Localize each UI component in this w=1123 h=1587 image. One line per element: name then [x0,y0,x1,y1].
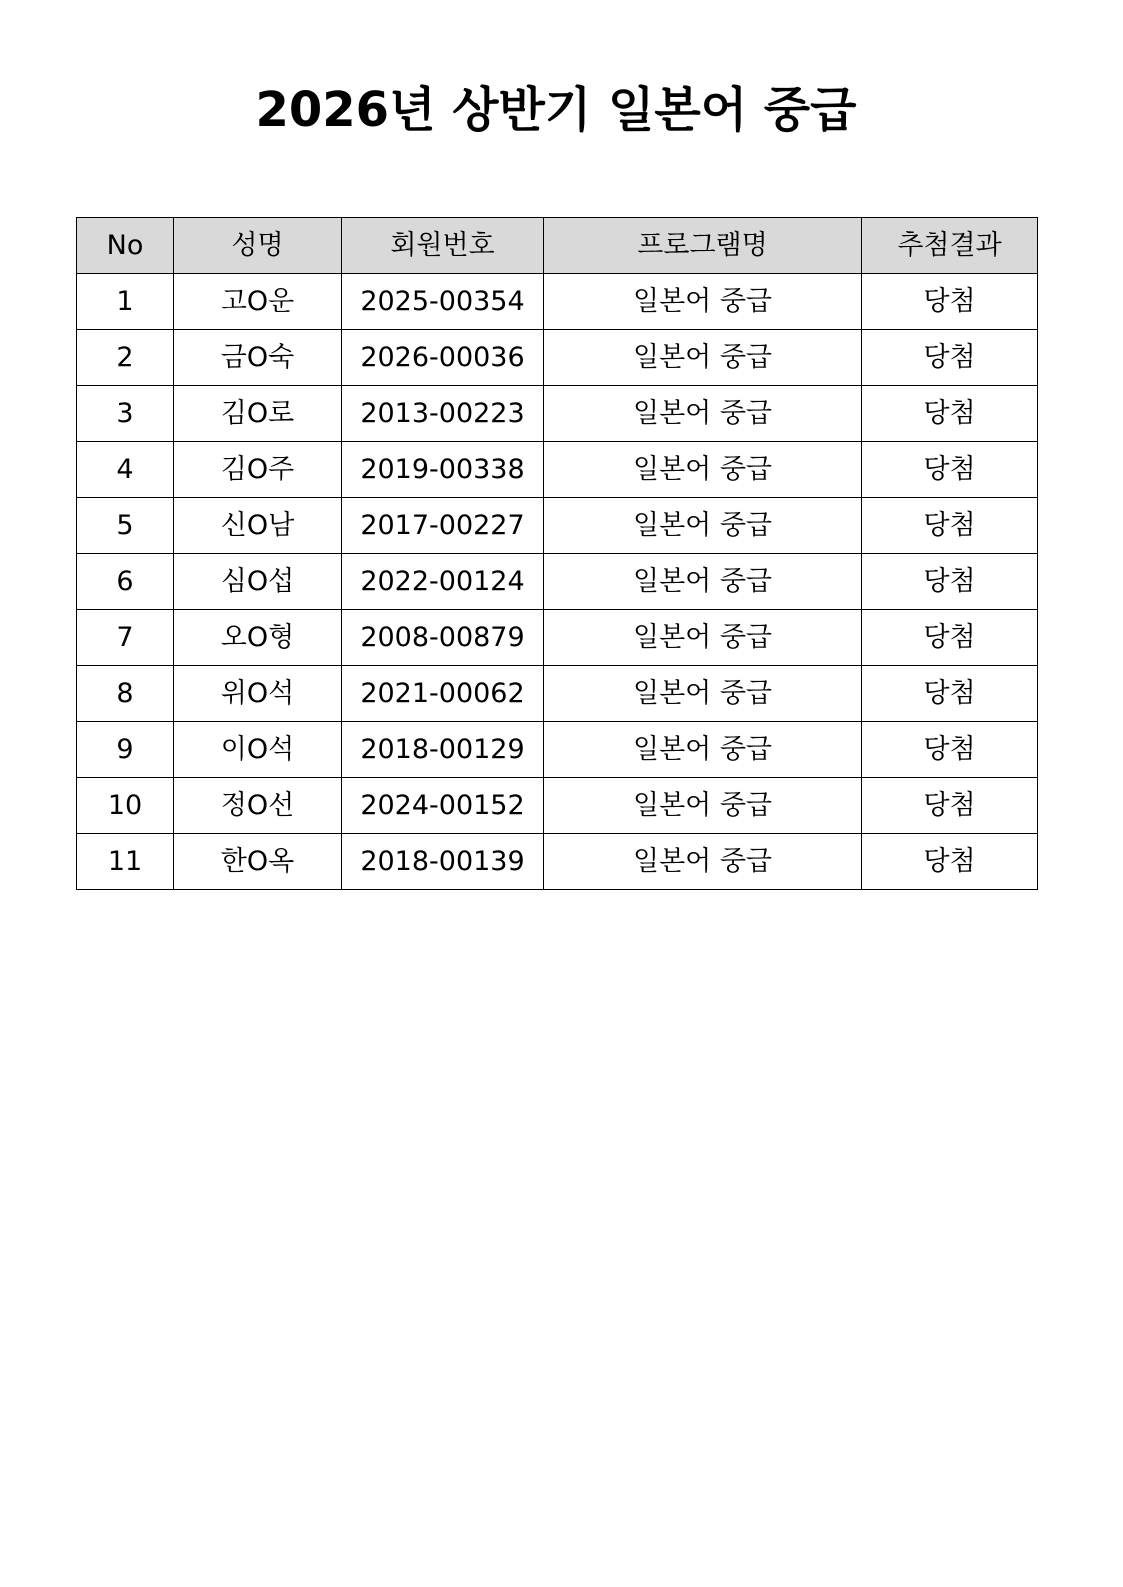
table-row [77,330,1038,386]
cell-name: 심O섭 [174,554,342,610]
cell-program-name: 일본어 중급 [544,722,862,778]
cell-program-name: 일본어 중급 [544,330,862,386]
table-row [77,666,1038,722]
cell-no: 4 [77,442,174,498]
table-row [77,386,1038,442]
cell-lottery-result: 당첨 [862,666,1038,722]
cell-lottery-result: 당첨 [862,610,1038,666]
cell-member-number: 2025-00354 [342,274,544,330]
cell-name: 오O형 [174,610,342,666]
cell-no: 2 [77,330,174,386]
header-member-number: 회원번호 [342,218,544,274]
cell-member-number: 2019-00338 [342,442,544,498]
cell-lottery-result: 당첨 [862,498,1038,554]
cell-lottery-result: 당첨 [862,834,1038,890]
lottery-result-table [76,217,1038,890]
cell-lottery-result: 당첨 [862,722,1038,778]
cell-program-name: 일본어 중급 [544,610,862,666]
cell-name: 정O선 [174,778,342,834]
cell-program-name: 일본어 중급 [544,554,862,610]
cell-member-number: 2024-00152 [342,778,544,834]
cell-lottery-result: 당첨 [862,442,1038,498]
cell-name: 이O석 [174,722,342,778]
table-row [77,778,1038,834]
cell-program-name: 일본어 중급 [544,274,862,330]
cell-member-number: 2026-00036 [342,330,544,386]
cell-name: 한O옥 [174,834,342,890]
cell-member-number: 2017-00227 [342,498,544,554]
cell-lottery-result: 당첨 [862,554,1038,610]
cell-program-name: 일본어 중급 [544,442,862,498]
table-row [77,722,1038,778]
page-title: 2026년 상반기 일본어 중급 [255,82,857,138]
cell-member-number: 2022-00124 [342,554,544,610]
table-header-row [77,218,1038,274]
header-no: No [77,218,174,274]
cell-member-number: 2013-00223 [342,386,544,442]
cell-name: 신O남 [174,498,342,554]
header-name: 성명 [174,218,342,274]
table-row [77,554,1038,610]
cell-name: 위O석 [174,666,342,722]
cell-name: 김O로 [174,386,342,442]
cell-member-number: 2021-00062 [342,666,544,722]
header-program-name: 프로그램명 [544,218,862,274]
cell-program-name: 일본어 중급 [544,834,862,890]
cell-program-name: 일본어 중급 [544,498,862,554]
table-row [77,610,1038,666]
cell-name: 고O운 [174,274,342,330]
cell-no: 10 [77,778,174,834]
cell-no: 1 [77,274,174,330]
cell-no: 5 [77,498,174,554]
cell-program-name: 일본어 중급 [544,778,862,834]
cell-name: 금O숙 [174,330,342,386]
cell-no: 8 [77,666,174,722]
cell-lottery-result: 당첨 [862,386,1038,442]
cell-program-name: 일본어 중급 [544,386,862,442]
cell-lottery-result: 당첨 [862,778,1038,834]
cell-no: 9 [77,722,174,778]
cell-no: 11 [77,834,174,890]
cell-no: 6 [77,554,174,610]
cell-no: 7 [77,610,174,666]
table-row [77,442,1038,498]
cell-program-name: 일본어 중급 [544,666,862,722]
cell-name: 김O주 [174,442,342,498]
cell-lottery-result: 당첨 [862,274,1038,330]
header-lottery-result: 추첨결과 [862,218,1038,274]
cell-member-number: 2008-00879 [342,610,544,666]
table-row [77,498,1038,554]
cell-lottery-result: 당첨 [862,330,1038,386]
table-row [77,834,1038,890]
table-row [77,274,1038,330]
cell-no: 3 [77,386,174,442]
cell-member-number: 2018-00139 [342,834,544,890]
cell-member-number: 2018-00129 [342,722,544,778]
